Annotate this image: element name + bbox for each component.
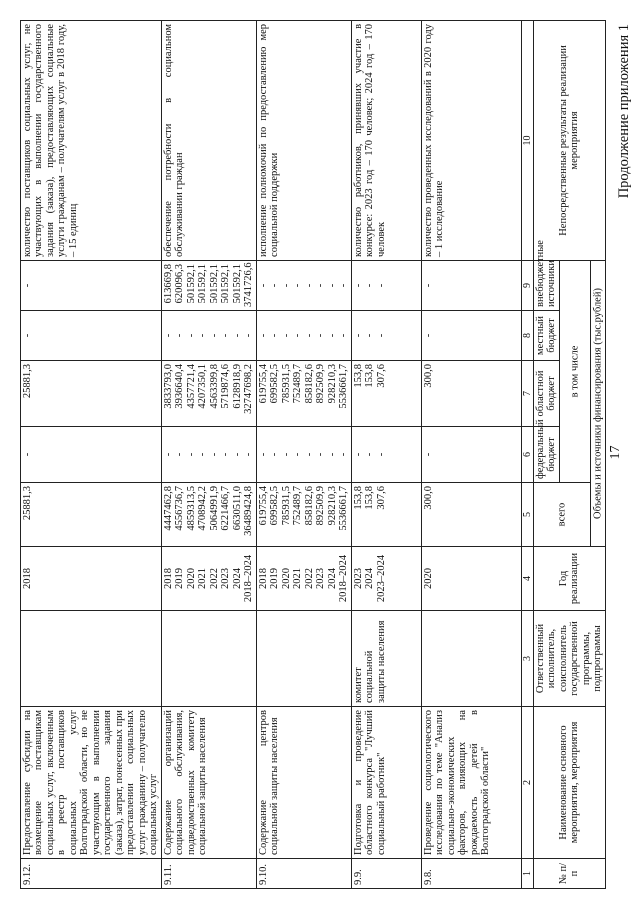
page-number: 17	[608, 445, 623, 460]
row-number: 9.12.	[21, 859, 162, 889]
header-row-1	[591, 20, 606, 888]
row-executor	[162, 611, 257, 707]
row-extra: 613669,8 620096,3 501592,1 501592,1 501592,1 501592,1 501592,1 3741726,6	[162, 260, 257, 310]
row-result: количество работников, принявших участие в конкурсе: 2023 год – 170 человек; 2024 год – 170 человек	[352, 20, 422, 260]
header-federal: федеральный бюджет	[534, 427, 560, 483]
row-name: Содержание организаций социального обслуживания, подведомственных комитету социальной защиты населения	[162, 707, 257, 859]
row-total: 619755,4 699582,5 785931,5 752489,7 858182,6 892509,9 928210,3 5536661,7	[257, 483, 352, 547]
column-number-row	[522, 20, 534, 888]
header-total: всего	[534, 483, 592, 547]
col-num-8: 8	[522, 311, 534, 361]
row-executor: комитет социальной защиты населения	[352, 611, 422, 707]
row-local: - - - - - - - -	[257, 311, 352, 361]
row-local: - - - - - - - -	[162, 311, 257, 361]
row-federal: -	[422, 427, 522, 483]
row-name: Проведение социологического исследования по теме "Анализ социально-экономических факторов, влияющих на рождаемость детей в Волгоградской области"	[422, 707, 522, 859]
row-years: 2020	[422, 547, 522, 611]
row-total: 153,8 153,8 307,6	[352, 483, 422, 547]
header-local: местный бюджет	[534, 311, 560, 361]
col-num-2: 2	[522, 707, 534, 859]
row-result: количество поставщиков социальных услуг, не участвующих в выполнении государственного задания (заказа), предоставляющих социальные услуги гражданам – получателям услуг в 2018 году, – 15 единиц	[21, 20, 162, 260]
row-number: 9.10.	[257, 859, 352, 889]
row-number: 9.8.	[422, 859, 522, 889]
col-num-3: 3	[522, 611, 534, 707]
program-table	[20, 20, 606, 889]
row-federal: - - - - - - - -	[257, 427, 352, 483]
col-num-1: 1	[522, 859, 534, 889]
row-local: -	[21, 311, 162, 361]
row-extra: - - - - - - - -	[257, 260, 352, 310]
col-num-9: 9	[522, 260, 534, 310]
table-row	[422, 20, 522, 888]
row-years: 2023 2024 2023–2024	[352, 547, 422, 611]
header-executor: Ответственный исполнитель, соисполнитель государственной программы, подпрограммы	[534, 611, 606, 707]
row-name: Предоставление субсидии на возмещение поставщикам социальных услуг, включенным в реестр поставщиков социальных услуг Волгоградской области, но не участвующим в выполнении государственного задания (заказа), затрат, понесенных при предоставлении социальных услуг гражданину – получателю социальных услуг	[21, 707, 162, 859]
row-regional: 153,8 153,8 307,6	[352, 361, 422, 427]
table-row	[21, 20, 162, 888]
row-local: -	[422, 311, 522, 361]
row-executor	[257, 611, 352, 707]
row-regional: 25881,3	[21, 361, 162, 427]
continuation-label: Продолжение приложения 1	[616, 24, 632, 199]
header-extra: внебюджетные источники	[534, 260, 560, 310]
row-number: 9.11.	[162, 859, 257, 889]
row-executor	[21, 611, 162, 707]
col-num-10: 10	[522, 20, 534, 260]
col-num-6: 6	[522, 427, 534, 483]
row-extra: -	[21, 260, 162, 310]
row-regional: 300,0	[422, 361, 522, 427]
table-row	[352, 20, 422, 888]
col-num-4: 4	[522, 547, 534, 611]
row-result: количество проведенных исследований в 2020 году – 1 исследование	[422, 20, 522, 260]
row-name: Подготовка и проведение областного конкурса "Лучший социальный работник"	[352, 707, 422, 859]
header-regional: областной бюджет	[534, 361, 560, 427]
row-executor	[422, 611, 522, 707]
row-years: 2018	[21, 547, 162, 611]
row-federal: -	[21, 427, 162, 483]
header-name: Наименование основного мероприятия, мероприятия	[534, 707, 606, 859]
row-result: исполнение полномочий по предоставлению мер социальной поддержки	[257, 20, 352, 260]
row-years: 2018 2019 2020 2021 2022 2023 2024 2018–2024	[257, 547, 352, 611]
row-name: Содержание центров социальной защиты населения	[257, 707, 352, 859]
table-row	[162, 20, 257, 888]
row-regional: 3833793,0 3936640,4 4357721,4 4207350,1 4563399,8 5719874,6 6128918,9 32747698,2	[162, 361, 257, 427]
row-number: 9.9.	[352, 859, 422, 889]
row-result: обеспечение потребности в социальном обслуживании граждан	[162, 20, 257, 260]
header-n: № п/п	[534, 859, 606, 889]
header-volumes: Объемы и источники финансирования (тыс.рублей)	[591, 260, 606, 546]
header-incl: в том числе	[560, 260, 592, 482]
row-total: 300,0	[422, 483, 522, 547]
row-federal: - - -	[352, 427, 422, 483]
row-local: - - -	[352, 311, 422, 361]
col-num-5: 5	[522, 483, 534, 547]
row-total: 4447462,8 4556736,7 4859313,5 4708942,2 5064991,9 6221466,7 6630511,0 36489424,8	[162, 483, 257, 547]
row-extra: - - -	[352, 260, 422, 310]
row-regional: 619755,4 699582,5 785931,5 752489,7 858182,6 892509,9 928210,3 5536661,7	[257, 361, 352, 427]
row-extra: -	[422, 260, 522, 310]
row-total: 25881,3	[21, 483, 162, 547]
col-num-7: 7	[522, 361, 534, 427]
header-year: Год реализации	[534, 547, 606, 611]
row-years: 2018 2019 2020 2021 2022 2023 2024 2018–2024	[162, 547, 257, 611]
row-federal: - - - - - - - -	[162, 427, 257, 483]
table-row	[257, 20, 352, 888]
header-results: Непосредственные результаты реализации мероприятия	[534, 20, 606, 260]
